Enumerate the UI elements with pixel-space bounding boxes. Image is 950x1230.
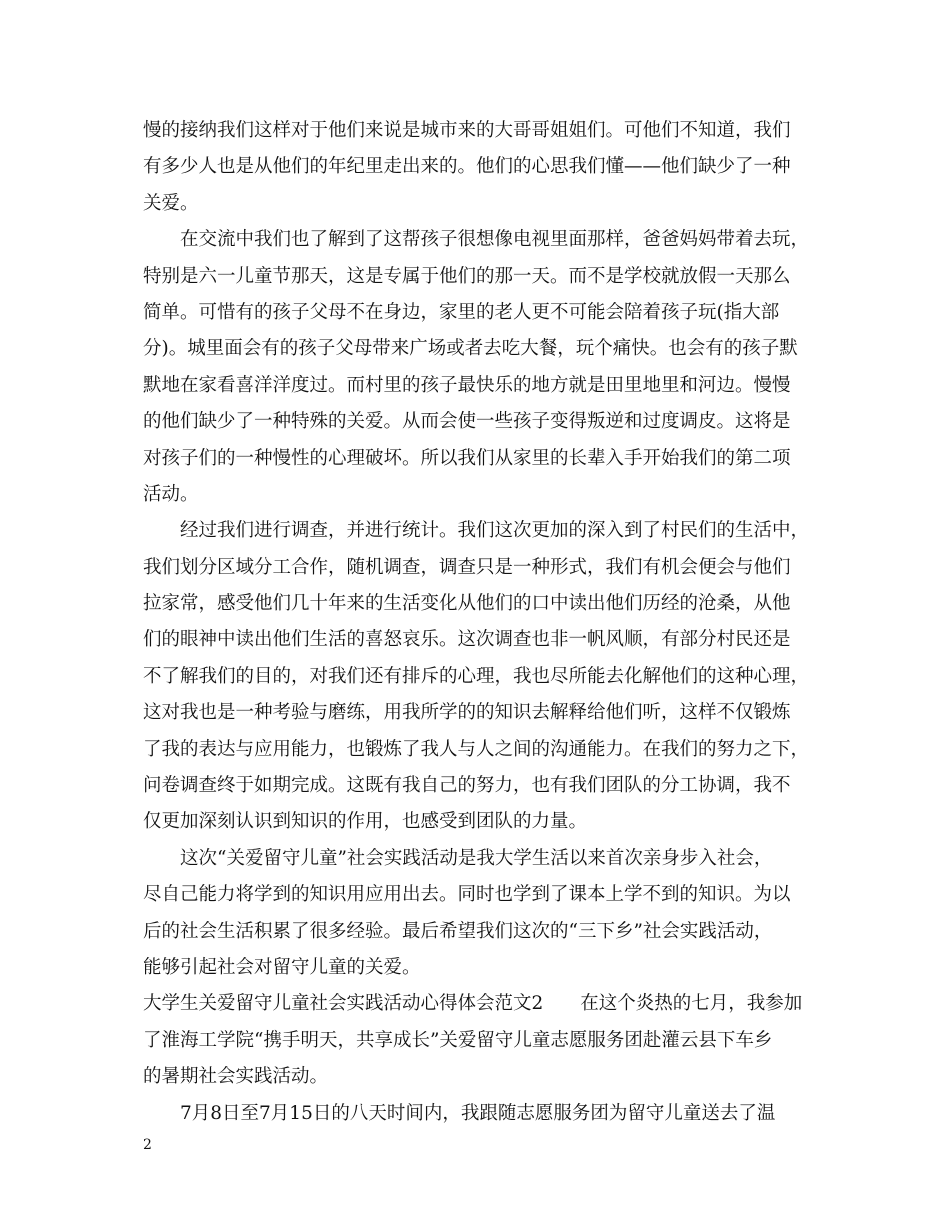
- text-line: 默地在家看喜洋洋度过。而村里的孩子最快乐的地方就是田里地里和河边。慢慢: [143, 374, 791, 396]
- text-line: 慢的接纳我们这样对于他们来说是城市来的大哥哥姐姐们。可他们不知道，我们: [143, 120, 791, 141]
- text-line: 分)。城里面会有的孩子父母带来广场或者去吃大餐，玩个痛快。也会有的孩子默: [143, 338, 798, 360]
- text-line: 拉家常，感受他们几十年来的生活变化从他们的口中读出他们历经的沧桑，从他: [143, 593, 791, 615]
- text-line: 活动。: [143, 483, 199, 505]
- paragraph-start-line: 在交流中我们也了解到了这帮孩子很想像电视里面那样，爸爸妈妈带着去玩，: [180, 229, 810, 251]
- text-line: 简单。可惜有的孩子父母不在身边，家里的老人更不可能会陪着孩子玩(指大部: [143, 301, 780, 323]
- paragraph-start-line: 这次“关爱留守儿童”社会实践活动是我大学生活以来首次亲身步入社会，: [180, 847, 773, 869]
- text-line: 我们划分区域分工合作，随机调查，调查只是一种形式，我们有机会便会与他们: [143, 556, 791, 578]
- text-line: 有多少人也是从他们的年纪里走出来的。他们的心思我们懂——他们缺少了一种: [143, 156, 791, 178]
- text-line: 后的社会生活积累了很多经验。最后希望我们这次的“三下乡”社会实践活动，: [143, 920, 773, 942]
- text-line: 的暑期社会实践活动。: [143, 1066, 329, 1088]
- text-line: 的他们缺少了一种特殊的关爱。从而会使一些孩子变得叛逆和过度调皮。这将是: [143, 411, 791, 433]
- text-line: 尽自己能力将学到的知识用应用出去。同时也学到了课本上学不到的知识。为以: [143, 884, 791, 906]
- text-line: 问卷调查终于如期完成。这既有我自己的努力，也有我们团队的分工协调，我不: [143, 775, 791, 797]
- text-line: 了淮海工学院“携手明天，共享成长”关爱留守儿童志愿服务团赴灌云县下车乡: [143, 1029, 773, 1051]
- text-line: 这对我也是一种考验与磨练，用我所学的的知识去解释给他们听，这样不仅锻炼: [143, 702, 791, 724]
- text-line: 能够引起社会对留守儿童的关爱。: [143, 956, 421, 978]
- paragraph-start-line: 7月8日至7月15日的八天时间内，我跟随志愿服务团为留守儿童送去了温: [180, 1102, 776, 1124]
- heading-line: 大学生关爱留守儿童社会实践活动心得体会范文2 在这个炎热的七月，我参加: [143, 993, 803, 1015]
- body-text: [143, 113, 813, 1132]
- text-line: 对孩子们的一种慢性的心理破坏。所以我们从家里的长辈入手开始我们的第二项: [143, 447, 791, 469]
- text-line: 们的眼神中读出他们生活的喜怒哀乐。这次调查也非一帆风顺，有部分村民还是: [143, 629, 791, 651]
- text-line: 特别是六一儿童节那天，这是专属于他们的那一天。而不是学校就放假一天那么: [143, 265, 791, 287]
- text-line: 了我的表达与应用能力，也锻炼了我人与人之间的沟通能力。在我们的努力之下，: [143, 738, 810, 760]
- paragraph-start-line: 经过我们进行调查，并进行统计。我们这次更加的深入到了村民们的生活中，: [180, 520, 810, 542]
- text-line: 关爱。: [143, 192, 199, 214]
- text-line: 不了解我们的目的，对我们还有排斥的心理，我也尽所能去化解他们的这种心理，: [143, 665, 810, 687]
- text-line: 仅更加深刻认识到知识的作用，也感受到团队的力量。: [143, 811, 588, 833]
- page-number: 2: [143, 1137, 152, 1153]
